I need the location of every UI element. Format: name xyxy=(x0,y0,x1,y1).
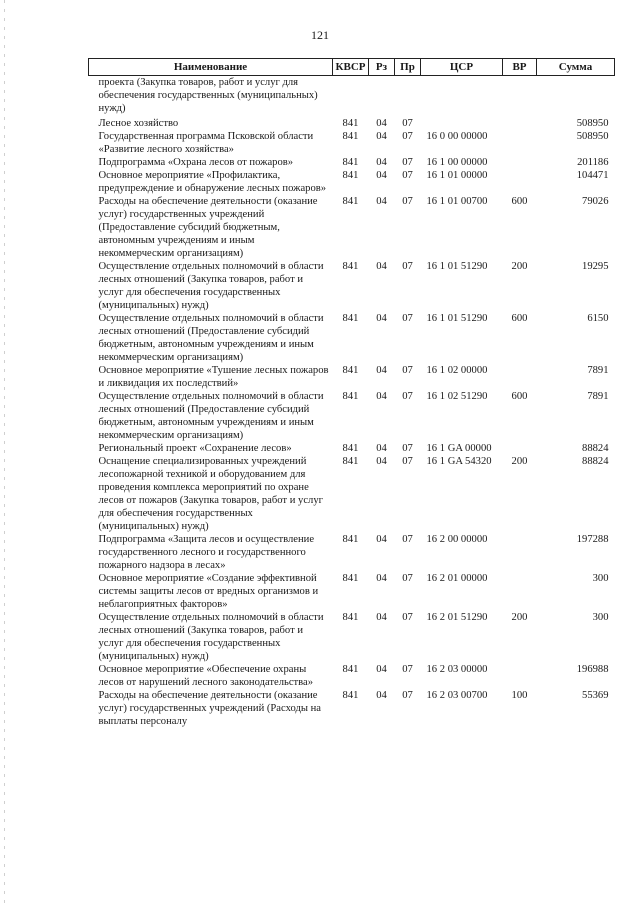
header-vr: ВР xyxy=(503,59,537,76)
row-vr: 600 xyxy=(511,196,528,207)
table-row xyxy=(89,442,615,455)
header-kvsr: КВСР xyxy=(333,59,369,76)
row-pr: 07 xyxy=(402,261,413,272)
row-pr: 07 xyxy=(402,365,413,376)
row-sum: 6150 xyxy=(587,313,609,324)
row-name: Региональный проект «Сохранение лесов» xyxy=(98,443,292,454)
table-row xyxy=(89,390,615,442)
row-name: Основное мероприятие «Создание эффективной системы защиты лесов от вредных организмов и неблагоприятных факторов» xyxy=(98,573,319,610)
table-row xyxy=(89,260,615,312)
row-name: Основное мероприятие «Профилактика, предупреждение и обнаружение лесных пожаров» xyxy=(98,170,327,194)
row-kvsr: 841 xyxy=(342,157,359,168)
row-name: Расходы на обеспечение деятельности (оказание услуг) государственных учреждений (Предоставление субсидий бюджетным, автономным учреждениям и иным некоммерческим организациям) xyxy=(98,196,318,259)
row-vr xyxy=(503,169,537,195)
row-sum: 201186 xyxy=(577,157,609,168)
row-csr: 16 1 01 51290 xyxy=(426,313,488,324)
row-vr: 100 xyxy=(511,690,528,701)
page-number: 121 xyxy=(311,28,329,42)
row-sum: 7891 xyxy=(587,391,609,402)
table-row xyxy=(89,455,615,533)
row-pr: 07 xyxy=(402,573,413,584)
row-csr: 16 1 02 51290 xyxy=(426,391,488,402)
header-name: Наименование xyxy=(89,59,333,76)
scan-edge-artifact xyxy=(4,0,5,905)
row-csr: 16 1 GA 54320 xyxy=(426,456,492,467)
row-name: Осуществление отдельных полномочий в области лесных отношений (Предоставление субсидий бюджетным, автономным учреждениям и иным некоммерческим организациям) xyxy=(98,391,324,441)
row-vr: 200 xyxy=(511,456,528,467)
table-row xyxy=(89,76,615,118)
row-csr: 16 2 01 00000 xyxy=(426,573,488,584)
row-pr: 07 xyxy=(402,131,413,142)
row-name: Осуществление отдельных полномочий в области лесных отношений (Предоставление субсидий бюджетным, автономным учреждениям и иным некоммерческим организациям) xyxy=(98,313,324,363)
row-kvsr xyxy=(333,76,369,118)
row-name: проекта (Закупка товаров, работ и услуг для обеспечения государственных (муниципальных) нужд) xyxy=(98,77,318,114)
table-row xyxy=(89,611,615,663)
row-sum: 88824 xyxy=(582,443,609,454)
row-name: Государственная программа Псковской области «Развитие лесного хозяйства» xyxy=(98,131,314,155)
budget-table xyxy=(88,58,615,728)
row-rz: 04 xyxy=(376,313,387,324)
table-row xyxy=(89,117,615,130)
row-sum: 55369 xyxy=(582,690,609,701)
row-vr xyxy=(503,533,537,572)
row-rz xyxy=(369,76,395,118)
row-rz: 04 xyxy=(376,170,387,181)
row-kvsr: 841 xyxy=(342,118,359,129)
row-rz: 04 xyxy=(376,443,387,454)
row-pr: 07 xyxy=(402,157,413,168)
row-pr: 07 xyxy=(402,664,413,675)
row-kvsr: 841 xyxy=(342,534,359,545)
row-csr: 16 0 00 00000 xyxy=(426,131,488,142)
row-pr: 07 xyxy=(402,612,413,623)
table-row xyxy=(89,533,615,572)
row-sum: 197288 xyxy=(576,534,609,545)
row-name: Основное мероприятие «Тушение лесных пожаров и ликвидация их последствий» xyxy=(98,365,329,389)
row-kvsr: 841 xyxy=(342,456,359,467)
row-rz: 04 xyxy=(376,573,387,584)
row-kvsr: 841 xyxy=(342,365,359,376)
row-sum: 104471 xyxy=(576,170,609,181)
row-rz: 04 xyxy=(376,196,387,207)
row-sum: 7891 xyxy=(587,365,609,376)
table-body xyxy=(89,76,615,729)
row-kvsr: 841 xyxy=(342,131,359,142)
row-csr: 16 2 00 00000 xyxy=(426,534,488,545)
row-csr: 16 1 01 00000 xyxy=(426,170,488,181)
row-csr: 16 1 00 00000 xyxy=(426,157,488,168)
row-rz: 04 xyxy=(376,456,387,467)
table-row xyxy=(89,169,615,195)
row-pr: 07 xyxy=(402,456,413,467)
row-kvsr: 841 xyxy=(342,573,359,584)
row-vr: 200 xyxy=(511,612,528,623)
row-name: Подпрограмма «Защита лесов и осуществление государственного лесного и государственного пожарного надзора в лесах» xyxy=(98,534,315,571)
row-name: Осуществление отдельных полномочий в области лесных отношений (Закупка товаров, работ и услуг для обеспечения государственных (муниципальных) нужд) xyxy=(98,612,324,662)
row-csr: 16 1 02 00000 xyxy=(426,365,488,376)
row-csr: 16 1 01 51290 xyxy=(426,261,488,272)
row-name: Основное мероприятие «Обеспечение охраны лесов от нарушений лесного законодательства» xyxy=(98,664,314,688)
row-pr: 07 xyxy=(402,690,413,701)
row-csr: 16 2 03 00700 xyxy=(426,690,488,701)
table-row xyxy=(89,572,615,611)
header-sum: Сумма xyxy=(537,59,615,76)
row-pr: 07 xyxy=(402,313,413,324)
row-sum: 508950 xyxy=(576,131,609,142)
row-kvsr: 841 xyxy=(342,690,359,701)
row-sum: 508950 xyxy=(576,118,609,129)
row-vr xyxy=(503,663,537,689)
row-csr: 16 1 GA 00000 xyxy=(426,443,492,454)
row-name: Оснащение специализированных учреждений лесопожарной техникой и оборудованием для проведения комплекса мероприятий по охране лесов от пожаров (Закупка товаров, работ и услуг для обеспечения государственных (муниципальных) нужд) xyxy=(98,456,323,532)
row-vr xyxy=(503,130,537,156)
row-kvsr: 841 xyxy=(342,391,359,402)
row-vr: 600 xyxy=(511,313,528,324)
row-pr: 07 xyxy=(402,534,413,545)
table-row xyxy=(89,663,615,689)
row-vr xyxy=(503,156,537,169)
row-kvsr: 841 xyxy=(342,612,359,623)
header-csr: ЦСР xyxy=(421,59,503,76)
row-kvsr: 841 xyxy=(342,443,359,454)
table-row xyxy=(89,364,615,390)
table-row xyxy=(89,130,615,156)
row-rz: 04 xyxy=(376,131,387,142)
row-csr xyxy=(421,76,503,118)
row-csr xyxy=(421,117,503,130)
row-name: Лесное хозяйство xyxy=(98,118,179,129)
row-rz: 04 xyxy=(376,261,387,272)
row-pr: 07 xyxy=(402,118,413,129)
row-sum: 196988 xyxy=(576,664,609,675)
row-sum: 300 xyxy=(592,573,609,584)
row-pr: 07 xyxy=(402,170,413,181)
row-kvsr: 841 xyxy=(342,261,359,272)
row-vr xyxy=(503,572,537,611)
row-sum: 300 xyxy=(592,612,609,623)
row-sum: 88824 xyxy=(582,456,609,467)
row-pr: 07 xyxy=(402,443,413,454)
row-vr xyxy=(503,364,537,390)
row-kvsr: 841 xyxy=(342,664,359,675)
row-sum: 79026 xyxy=(582,196,609,207)
row-name: Осуществление отдельных полномочий в области лесных отношений (Закупка товаров, работ и услуг для обеспечения государственных (муниципальных) нужд) xyxy=(98,261,324,311)
row-vr: 200 xyxy=(511,261,528,272)
row-csr: 16 2 01 51290 xyxy=(426,612,488,623)
row-kvsr: 841 xyxy=(342,313,359,324)
row-rz: 04 xyxy=(376,664,387,675)
row-pr: 07 xyxy=(402,196,413,207)
row-kvsr: 841 xyxy=(342,170,359,181)
table-row xyxy=(89,156,615,169)
row-name: Расходы на обеспечение деятельности (оказание услуг) государственных учреждений (Расходы на выплаты персоналу xyxy=(98,690,321,727)
row-rz: 04 xyxy=(376,118,387,129)
row-pr xyxy=(395,76,421,118)
table-row xyxy=(89,689,615,728)
row-rz: 04 xyxy=(376,534,387,545)
table-header-row xyxy=(89,59,615,76)
row-rz: 04 xyxy=(376,365,387,376)
header-pr: Пр xyxy=(395,59,421,76)
row-csr: 16 1 01 00700 xyxy=(426,196,488,207)
row-rz: 04 xyxy=(376,690,387,701)
row-vr xyxy=(503,117,537,130)
row-rz: 04 xyxy=(376,612,387,623)
header-rz: Рз xyxy=(369,59,395,76)
row-rz: 04 xyxy=(376,157,387,168)
row-rz: 04 xyxy=(376,391,387,402)
row-vr xyxy=(503,442,537,455)
row-csr: 16 2 03 00000 xyxy=(426,664,488,675)
table-row xyxy=(89,195,615,260)
row-vr xyxy=(503,76,537,118)
row-name: Подпрограмма «Охрана лесов от пожаров» xyxy=(98,157,294,168)
row-vr: 600 xyxy=(511,391,528,402)
row-sum: 19295 xyxy=(582,261,609,272)
table-row xyxy=(89,312,615,364)
row-kvsr: 841 xyxy=(342,196,359,207)
row-sum xyxy=(537,76,615,118)
row-pr: 07 xyxy=(402,391,413,402)
